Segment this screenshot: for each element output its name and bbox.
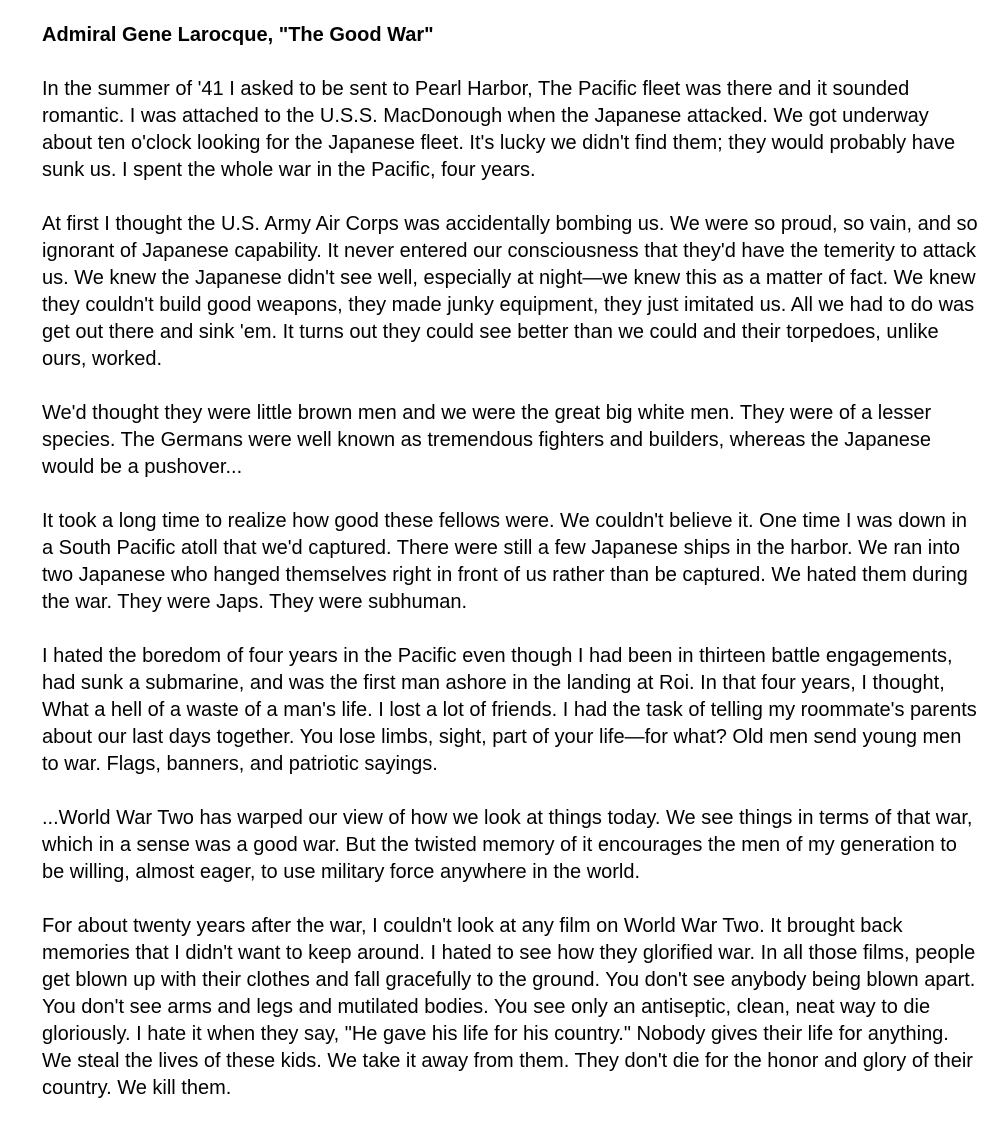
paragraph-4: It took a long time to realize how good these fellows were. We couldn't believe it. One time I was down in a South Pacific atoll that we'd captured. There were still a few Japanese ships in the harbor. We ran into two Japanese who hanged themselves right in front of us rather than be captured. We hated them during the war. They were Japs. They were subhuman. [42, 510, 968, 613]
paragraph-6: ...World War Two has warped our view of how we look at things today. We see things in terms of that war, which in a sense was a good war. But the twisted memory of it encourages the men of my generation to be willing, almost eager, to use military force anywhere in the world. [42, 807, 973, 883]
paragraph-5: I hated the boredom of four years in the Pacific even though I had been in thirteen battle engagements, had sunk a submarine, and was the first man ashore in the landing at Roi. In that four years, I thought, What a hell of a waste of a man's life. I lost a lot of friends. I had the task of telling my roommate's parents about our last days together. You lose limbs, sight, part of your life—for what? Old men send young men to war. Flags, banners, and patriotic sayings. [42, 645, 977, 775]
paragraph-7: For about twenty years after the war, I couldn't look at any film on World War Two. It brought back memories that I didn't want to keep around. I hated to see how they glorified war. In all those films, people get blown up with their clothes and fall gracefully to the ground. You don't see anybody being blown apart. You don't see arms and legs and mutilated bodies. You see only an antiseptic, clean, neat way to die gloriously. I hate it when they say, "He gave his life for his country." Nobody gives their life for anything. We steal the lives of these kids. We take it away from them. They don't die for the honor and glory of their country. We kill them. [42, 915, 976, 1099]
paragraph-1: In the summer of '41 I asked to be sent to Pearl Harbor, The Pacific fleet was there and it sounded romantic. I was attached to the U.S.S. MacDonough when the Japanese attacked. We got underway about ten o'clock looking for the Japanese fleet. It's lucky we didn't find them; they would probably have sunk us. I spent the whole war in the Pacific, four years. [42, 78, 956, 181]
document-title: Admiral Gene Larocque, "The Good War" [42, 24, 434, 46]
paragraph-3: We'd thought they were little brown men and we were the great big white men. They were of a lesser species. The Germans were well known as tremendous fighters and builders, whereas the Japanese would be a pushover... [42, 402, 932, 478]
paragraph-2: At first I thought the U.S. Army Air Corps was accidentally bombing us. We were so proud, so vain, and so ignorant of Japanese capability. It never entered our consciousness that they'd have the temerity to attack us. We knew the Japanese didn't see well, especially at night—we knew this as a matter of fact. We knew they couldn't build good weapons, they made junky equipment, they just imitated us. All we had to do was get out there and sink 'em. It turns out they could see better than we could and their torpedoes, unlike ours, worked. [42, 213, 978, 370]
document-body [42, 22, 982, 1129]
